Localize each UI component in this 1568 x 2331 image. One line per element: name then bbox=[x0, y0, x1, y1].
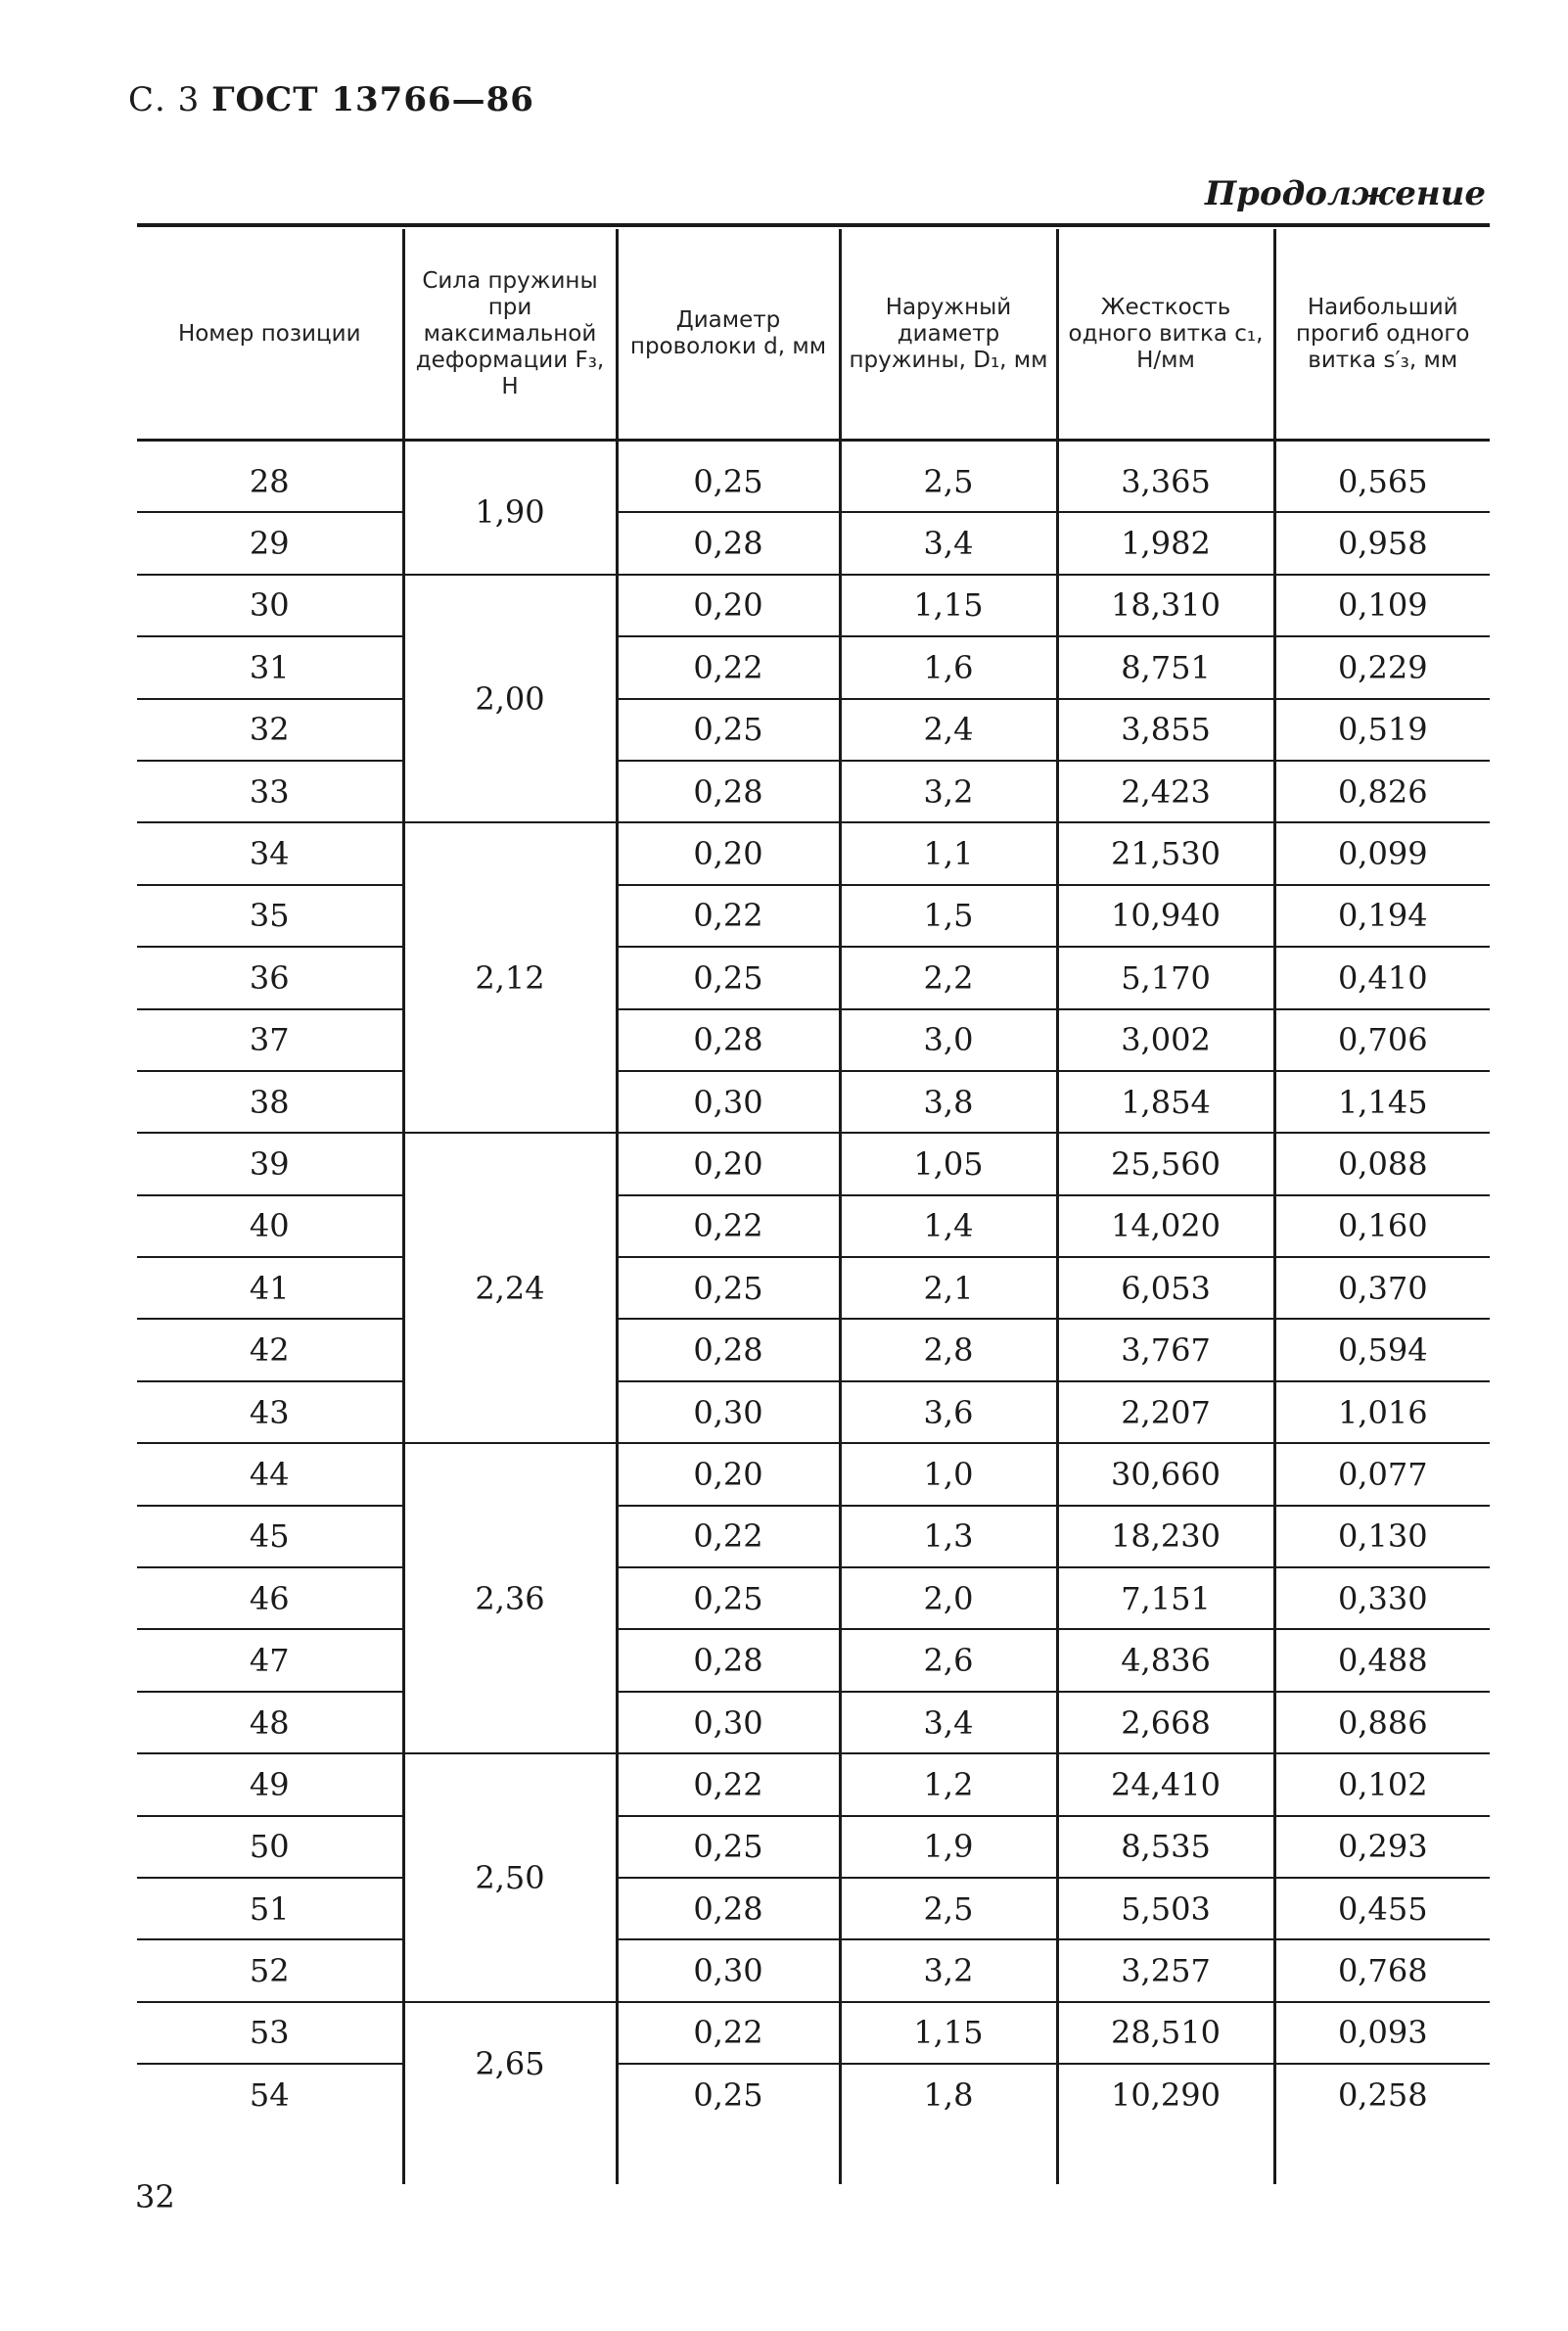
cell-outer-diameter: 2,4 bbox=[840, 699, 1057, 761]
page-number: 32 bbox=[135, 2178, 175, 2215]
col-header-position: Номер позиции bbox=[137, 229, 403, 441]
cell-coil-stiffness: 14,020 bbox=[1057, 1195, 1274, 1257]
cell-coil-stiffness: 24,410 bbox=[1057, 1753, 1274, 1815]
cell-coil-stiffness: 3,257 bbox=[1057, 1939, 1274, 2001]
cell-wire-diameter: 0,20 bbox=[617, 822, 840, 884]
cell-position: 49 bbox=[137, 1753, 403, 1815]
table-row bbox=[137, 1567, 1490, 1629]
col-header-max-deflection: Наибольший прогиб одного витка s′₃, мм bbox=[1274, 229, 1490, 441]
cell-coil-stiffness: 1,854 bbox=[1057, 1071, 1274, 1133]
cell-coil-stiffness: 2,423 bbox=[1057, 761, 1274, 822]
cell-outer-diameter: 3,4 bbox=[840, 1692, 1057, 1753]
tail-cell bbox=[617, 2125, 840, 2184]
cell-max-deflection: 0,488 bbox=[1274, 1629, 1490, 1691]
table-row bbox=[137, 1319, 1490, 1380]
table-row bbox=[137, 1443, 1490, 1505]
cell-wire-diameter: 0,28 bbox=[617, 761, 840, 822]
cell-position: 43 bbox=[137, 1381, 403, 1443]
cell-wire-diameter: 0,30 bbox=[617, 1939, 840, 2001]
cell-coil-stiffness: 2,207 bbox=[1057, 1381, 1274, 1443]
cell-coil-stiffness: 8,535 bbox=[1057, 1816, 1274, 1878]
cell-max-deflection: 0,886 bbox=[1274, 1692, 1490, 1753]
table-row bbox=[137, 1939, 1490, 2001]
cell-wire-diameter: 0,22 bbox=[617, 1506, 840, 1567]
cell-position: 39 bbox=[137, 1133, 403, 1194]
cell-coil-stiffness: 8,751 bbox=[1057, 636, 1274, 698]
table-row bbox=[137, 1133, 1490, 1194]
spacer-cell bbox=[1057, 441, 1274, 452]
cell-position: 50 bbox=[137, 1816, 403, 1878]
cell-max-deflection: 0,077 bbox=[1274, 1443, 1490, 1505]
spacer-cell bbox=[1274, 441, 1490, 452]
cell-position: 54 bbox=[249, 2075, 290, 2114]
cell-wire-diameter: 0,25 bbox=[617, 699, 840, 761]
cell-max-deflection: 0,958 bbox=[1274, 512, 1490, 574]
cell-wire-diameter: 0,30 bbox=[617, 1071, 840, 1133]
spacer-cell bbox=[617, 441, 840, 452]
spacer-cell bbox=[840, 441, 1057, 452]
cell-outer-diameter: 2,1 bbox=[840, 1257, 1057, 1319]
cell-outer-diameter: 2,0 bbox=[840, 1567, 1057, 1629]
spacer-cell bbox=[403, 441, 617, 452]
cell-wire-diameter: 0,22 bbox=[617, 1753, 840, 1815]
cell-outer-diameter: 2,5 bbox=[840, 1878, 1057, 1939]
table-row bbox=[137, 575, 1490, 636]
cell-wire-diameter: 0,25 bbox=[617, 2064, 840, 2124]
cell-force: 1,90 bbox=[403, 451, 617, 575]
cell-max-deflection: 0,706 bbox=[1274, 1009, 1490, 1071]
cell-max-deflection: 0,565 bbox=[1274, 451, 1490, 512]
cell-wire-diameter: 0,28 bbox=[617, 1629, 840, 1691]
cell-max-deflection: 0,330 bbox=[1274, 1567, 1490, 1629]
cell-position: 36 bbox=[137, 947, 403, 1008]
page-header bbox=[128, 80, 534, 119]
table-row bbox=[137, 1878, 1490, 1939]
cell-wire-diameter: 0,20 bbox=[617, 1133, 840, 1194]
cell-outer-diameter: 3,6 bbox=[840, 1381, 1057, 1443]
cell-position: 30 bbox=[137, 575, 403, 636]
cell-coil-stiffness: 3,855 bbox=[1057, 699, 1274, 761]
spacer-cell bbox=[137, 441, 403, 452]
cell-max-deflection: 0,088 bbox=[1274, 1133, 1490, 1194]
table-body bbox=[137, 441, 1490, 2184]
cell-wire-diameter: 0,28 bbox=[617, 1009, 840, 1071]
cell-outer-diameter: 1,6 bbox=[840, 636, 1057, 698]
cell-wire-diameter: 0,22 bbox=[617, 2002, 840, 2064]
cell-wire-diameter: 0,22 bbox=[617, 885, 840, 947]
table-row bbox=[137, 1381, 1490, 1443]
tail-cell bbox=[1274, 2125, 1490, 2184]
cell-force: 2,36 bbox=[403, 1443, 617, 1753]
table-row bbox=[137, 1071, 1490, 1133]
cell-coil-stiffness: 10,290 bbox=[1057, 2064, 1274, 2124]
cell-wire-diameter: 0,20 bbox=[617, 1443, 840, 1505]
cell-force: 2,24 bbox=[403, 1133, 617, 1443]
col-header-wire-diameter: Диаметр проволоки d, мм bbox=[617, 229, 840, 441]
table-row bbox=[137, 1506, 1490, 1567]
continuation-label: Продолжение bbox=[1205, 174, 1486, 213]
cell-coil-stiffness: 21,530 bbox=[1057, 822, 1274, 884]
cell-outer-diameter: 1,0 bbox=[840, 1443, 1057, 1505]
table-row bbox=[137, 1257, 1490, 1319]
cell-max-deflection: 0,293 bbox=[1274, 1816, 1490, 1878]
cell-wire-diameter: 0,30 bbox=[617, 1692, 840, 1753]
table-row bbox=[137, 2002, 1490, 2064]
cell-max-deflection: 0,109 bbox=[1274, 575, 1490, 636]
cell-position: 35 bbox=[137, 885, 403, 947]
table-tail-row bbox=[137, 2125, 1490, 2184]
cell-outer-diameter: 1,15 bbox=[840, 575, 1057, 636]
cell-outer-diameter: 1,8 bbox=[840, 2064, 1057, 2124]
cell-position: 46 bbox=[137, 1567, 403, 1629]
table-row bbox=[137, 451, 1490, 512]
cell-max-deflection: 0,130 bbox=[1274, 1506, 1490, 1567]
cell-max-deflection: 1,016 bbox=[1274, 1381, 1490, 1443]
table-row bbox=[137, 1753, 1490, 1815]
table-row bbox=[137, 1692, 1490, 1753]
cell-outer-diameter: 3,4 bbox=[840, 512, 1057, 574]
cell-outer-diameter: 2,6 bbox=[840, 1629, 1057, 1691]
cell-position: 32 bbox=[137, 699, 403, 761]
cell-position: 51 bbox=[137, 1878, 403, 1939]
cell-force: 2,65 bbox=[403, 2002, 617, 2125]
cell-position: 31 bbox=[137, 636, 403, 698]
cell-wire-diameter: 0,25 bbox=[617, 1257, 840, 1319]
cell-position: 33 bbox=[137, 761, 403, 822]
table-row bbox=[137, 761, 1490, 822]
cell-position: 48 bbox=[137, 1692, 403, 1753]
cell-outer-diameter: 1,1 bbox=[840, 822, 1057, 884]
cell-max-deflection: 0,594 bbox=[1274, 1319, 1490, 1380]
col-header-coil-stiffness: Жесткость одного витка c₁, Н/мм bbox=[1057, 229, 1274, 441]
cell-wire-diameter: 0,28 bbox=[617, 1319, 840, 1380]
cell-outer-diameter: 1,5 bbox=[840, 885, 1057, 947]
cell-max-deflection: 0,258 bbox=[1274, 2064, 1490, 2124]
table-row bbox=[137, 1629, 1490, 1691]
cell-wire-diameter: 0,25 bbox=[617, 1816, 840, 1878]
cell-coil-stiffness: 10,940 bbox=[1057, 885, 1274, 947]
table-row bbox=[137, 699, 1490, 761]
cell-position: 38 bbox=[137, 1071, 403, 1133]
cell-position: 28 bbox=[137, 451, 403, 512]
cell-outer-diameter: 3,2 bbox=[840, 761, 1057, 822]
cell-wire-diameter: 0,25 bbox=[617, 947, 840, 1008]
cell-position: 53 bbox=[137, 2002, 403, 2064]
cell-max-deflection: 0,099 bbox=[1274, 822, 1490, 884]
table-top-rule bbox=[137, 223, 1490, 227]
table-row bbox=[137, 1195, 1490, 1257]
table-header-row bbox=[137, 229, 1490, 441]
cell-position: 45 bbox=[137, 1506, 403, 1567]
cell-coil-stiffness: 18,310 bbox=[1057, 575, 1274, 636]
cell-coil-stiffness: 6,053 bbox=[1057, 1257, 1274, 1319]
cell-position: 42 bbox=[137, 1319, 403, 1380]
cell-wire-diameter: 0,25 bbox=[617, 451, 840, 512]
cell-max-deflection: 0,455 bbox=[1274, 1878, 1490, 1939]
cell-coil-stiffness: 3,767 bbox=[1057, 1319, 1274, 1380]
cell-max-deflection: 0,826 bbox=[1274, 761, 1490, 822]
cell-max-deflection: 0,160 bbox=[1274, 1195, 1490, 1257]
cell-max-deflection: 0,370 bbox=[1274, 1257, 1490, 1319]
cell-outer-diameter: 1,3 bbox=[840, 1506, 1057, 1567]
cell-coil-stiffness: 7,151 bbox=[1057, 1567, 1274, 1629]
cell-outer-diameter: 3,0 bbox=[840, 1009, 1057, 1071]
cell-max-deflection: 0,229 bbox=[1274, 636, 1490, 698]
cell-coil-stiffness: 4,836 bbox=[1057, 1629, 1274, 1691]
table-spacer-row bbox=[137, 441, 1490, 452]
cell-wire-diameter: 0,22 bbox=[617, 1195, 840, 1257]
table-row bbox=[137, 947, 1490, 1008]
cell-coil-stiffness: 5,503 bbox=[1057, 1878, 1274, 1939]
standard-number: ГОСТ 13766—86 bbox=[211, 80, 534, 119]
cell-coil-stiffness: 5,170 bbox=[1057, 947, 1274, 1008]
cell-coil-stiffness: 28,510 bbox=[1057, 2002, 1274, 2064]
cell-force: 2,50 bbox=[403, 1753, 617, 2002]
cell-coil-stiffness: 25,560 bbox=[1057, 1133, 1274, 1194]
cell-max-deflection: 0,410 bbox=[1274, 947, 1490, 1008]
cell-position: 52 bbox=[137, 1939, 403, 2001]
cell-outer-diameter: 1,2 bbox=[840, 1753, 1057, 1815]
cell-max-deflection: 1,145 bbox=[1274, 1071, 1490, 1133]
cell-position: 40 bbox=[137, 1195, 403, 1257]
tail-cell bbox=[403, 2125, 617, 2184]
cell-outer-diameter: 1,4 bbox=[840, 1195, 1057, 1257]
cell-outer-diameter: 1,9 bbox=[840, 1816, 1057, 1878]
cell-coil-stiffness: 18,230 bbox=[1057, 1506, 1274, 1567]
cell-position: 34 bbox=[137, 822, 403, 884]
tail-cell bbox=[840, 2125, 1057, 2184]
cell-outer-diameter: 3,2 bbox=[840, 1939, 1057, 2001]
cell-max-deflection: 0,102 bbox=[1274, 1753, 1490, 1815]
cell-max-deflection: 0,768 bbox=[1274, 1939, 1490, 2001]
cell-coil-stiffness: 30,660 bbox=[1057, 1443, 1274, 1505]
cell-coil-stiffness: 1,982 bbox=[1057, 512, 1274, 574]
cell-wire-diameter: 0,28 bbox=[617, 1878, 840, 1939]
page-reference: С. 3 bbox=[128, 80, 201, 119]
tail-cell bbox=[137, 2125, 403, 2184]
table-row bbox=[137, 1009, 1490, 1071]
cell-outer-diameter: 2,2 bbox=[840, 947, 1057, 1008]
cell-outer-diameter: 1,15 bbox=[840, 2002, 1057, 2064]
cell-position: 44 bbox=[137, 1443, 403, 1505]
cell-position: 41 bbox=[137, 1257, 403, 1319]
table-row bbox=[137, 822, 1490, 884]
cell-wire-diameter: 0,20 bbox=[617, 575, 840, 636]
col-header-force: Сила пружины при максимальной деформации F₃, Н bbox=[403, 229, 617, 441]
cell-position: 29 bbox=[137, 512, 403, 574]
cell-wire-diameter: 0,25 bbox=[617, 1567, 840, 1629]
col-header-outer-diameter: Наружный диаметр пружины, D₁, мм bbox=[840, 229, 1057, 441]
table-row bbox=[137, 2064, 1490, 2124]
table-row bbox=[137, 512, 1490, 574]
cell-position: 47 bbox=[137, 1629, 403, 1691]
cell-coil-stiffness: 3,365 bbox=[1057, 451, 1274, 512]
cell-max-deflection: 0,519 bbox=[1274, 699, 1490, 761]
table-row bbox=[137, 885, 1490, 947]
cell-max-deflection: 0,194 bbox=[1274, 885, 1490, 947]
spring-parameters-table bbox=[137, 229, 1490, 2184]
cell-outer-diameter: 3,8 bbox=[840, 1071, 1057, 1133]
cell-coil-stiffness: 3,002 bbox=[1057, 1009, 1274, 1071]
cell-coil-stiffness: 2,668 bbox=[1057, 1692, 1274, 1753]
cell-force: 2,00 bbox=[403, 575, 617, 823]
cell-outer-diameter: 1,05 bbox=[840, 1133, 1057, 1194]
cell-force: 2,12 bbox=[403, 822, 617, 1133]
cell-max-deflection: 0,093 bbox=[1274, 2002, 1490, 2064]
cell-wire-diameter: 0,28 bbox=[617, 512, 840, 574]
table-row bbox=[137, 1816, 1490, 1878]
tail-cell bbox=[1057, 2125, 1274, 2184]
table-row bbox=[137, 636, 1490, 698]
cell-outer-diameter: 2,8 bbox=[840, 1319, 1057, 1380]
cell-outer-diameter: 2,5 bbox=[840, 451, 1057, 512]
cell-wire-diameter: 0,30 bbox=[617, 1381, 840, 1443]
cell-position: 37 bbox=[137, 1009, 403, 1071]
cell-wire-diameter: 0,22 bbox=[617, 636, 840, 698]
